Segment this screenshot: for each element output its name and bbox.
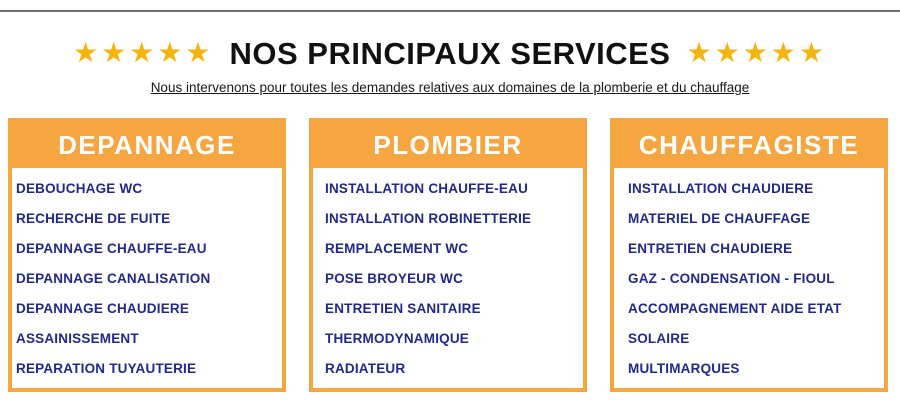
service-item[interactable]: ENTRETIEN SANITAIRE <box>325 300 481 316</box>
service-item[interactable]: INSTALLATION CHAUFFE-EAU <box>325 180 529 196</box>
card-header-plombier: PLOMBIER <box>313 122 583 168</box>
stars-left-icon: ★★★★★ <box>72 36 214 68</box>
card-chauffagiste <box>610 118 888 392</box>
service-item[interactable]: INSTALLATION CHAUDIERE <box>628 180 814 196</box>
card-plombier <box>309 118 587 392</box>
service-item[interactable]: MATERIEL DE CHAUFFAGE <box>628 210 811 226</box>
service-item[interactable]: REMPLACEMENT WC <box>325 240 469 256</box>
service-list-depannage <box>12 168 282 383</box>
service-item[interactable]: MULTIMARQUES <box>628 360 740 376</box>
page-title: NOS PRINCIPAUX SERVICES <box>229 36 671 71</box>
service-item[interactable]: RECHERCHE DE FUITE <box>16 210 171 226</box>
card-header-chauffagiste: CHAUFFAGISTE <box>614 122 884 168</box>
service-item[interactable]: ACCOMPAGNEMENT AIDE ETAT <box>628 300 842 316</box>
service-item[interactable]: ASSAINISSEMENT <box>16 330 139 346</box>
service-item[interactable]: POSE BROYEUR WC <box>325 270 464 286</box>
card-header-depannage: DEPANNAGE <box>12 122 282 168</box>
stars-right-icon: ★★★★★ <box>686 36 828 68</box>
service-list-chauffagiste <box>614 168 884 383</box>
service-list-plombier <box>313 168 583 383</box>
service-item[interactable]: DEPANNAGE CANALISATION <box>16 270 211 286</box>
service-item[interactable]: INSTALLATION ROBINETTERIE <box>325 210 532 226</box>
top-divider <box>0 10 900 12</box>
service-item[interactable]: DEPANNAGE CHAUDIERE <box>16 300 190 316</box>
services-columns <box>0 118 900 392</box>
service-item[interactable]: RADIATEUR <box>325 360 406 376</box>
card-depannage <box>8 118 286 392</box>
page-header <box>0 36 900 72</box>
subtitle-row <box>0 79 900 96</box>
service-item[interactable]: GAZ - CONDENSATION - FIOUL <box>628 270 835 286</box>
subtitle-link[interactable]: Nous intervenons pour toutes les demandes relatives aux domaines de la plomberie et du chauffage <box>150 80 750 95</box>
service-item[interactable]: REPARATION TUYAUTERIE <box>16 360 197 376</box>
service-item[interactable]: THERMODYNAMIQUE <box>325 330 469 346</box>
service-item[interactable]: DEPANNAGE CHAUFFE-EAU <box>16 240 207 256</box>
service-item[interactable]: DEBOUCHAGE WC <box>16 180 143 196</box>
service-item[interactable]: ENTRETIEN CHAUDIERE <box>628 240 793 256</box>
service-item[interactable]: SOLAIRE <box>628 330 690 346</box>
